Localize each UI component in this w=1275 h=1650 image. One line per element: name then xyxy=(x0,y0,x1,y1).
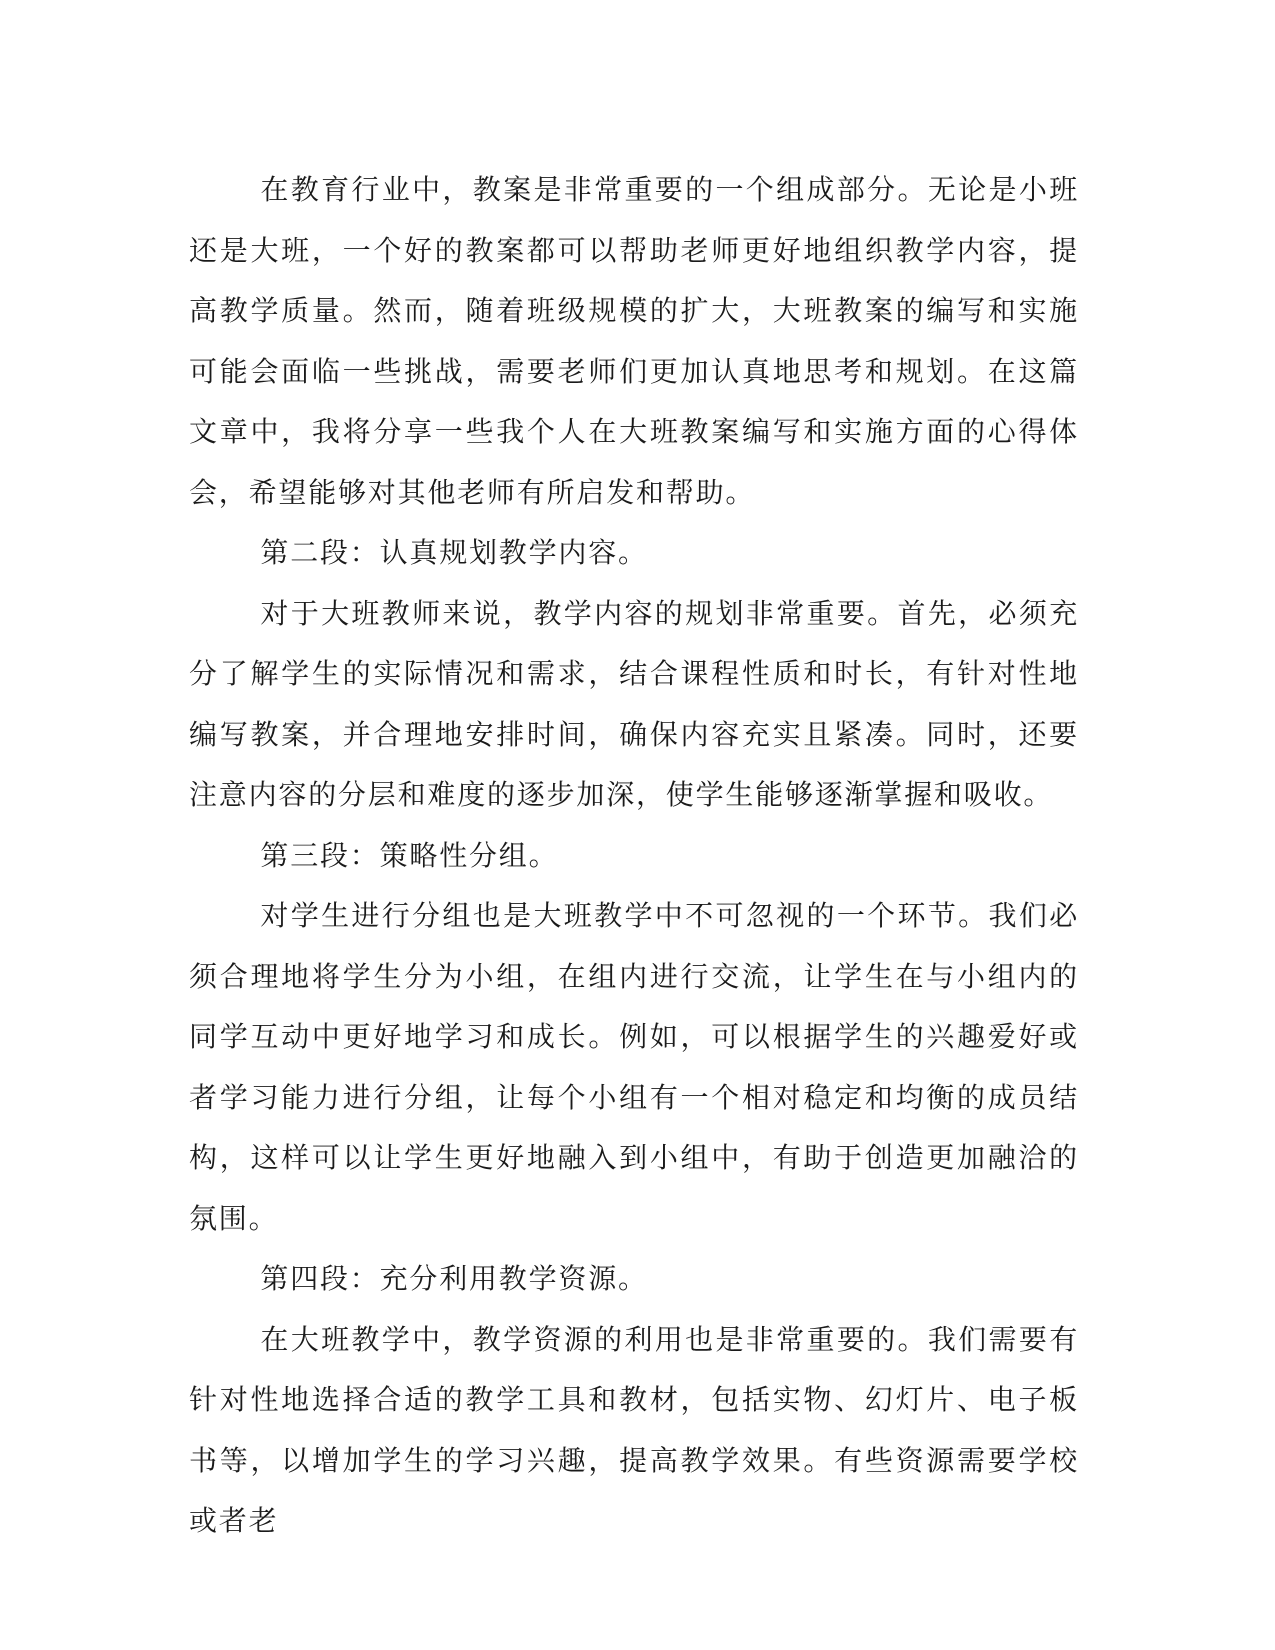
section-heading-4: 第四段：充分利用教学资源。 xyxy=(260,1262,648,1295)
section-paragraph-2: 对于大班教师来说，教学内容的规划非常重要。首先，必须充分了解学生的实际情况和需求，结合课程性质和时长，有针对性地编写教案，并合理地安排时间，确保内容充实且紧凑。同时，还要注意内容的分层和难度的逐步加深，使学生能够逐渐掌握和吸收。 xyxy=(189,596,1079,811)
intro-paragraph: 在教育行业中，教案是非常重要的一个组成部分。无论是小班还是大班，一个好的教案都可以帮助老师更好地组织教学内容，提高教学质量。然而，随着班级规模的扩大，大班教案的编写和实施可能会面临一些挑战，需要老师们更加认真地思考和规划。在这篇文章中，我将分享一些我个人在大班教案编写和实施方面的心得体会，希望能够对其他老师有所启发和帮助。 xyxy=(189,173,1079,509)
section-heading-3: 第三段：策略性分组。 xyxy=(260,838,559,872)
section-heading-2: 第二段：认真规划教学内容。 xyxy=(260,536,648,569)
document-body xyxy=(189,160,1079,1552)
section-paragraph-3: 对学生进行分组也是大班教学中不可忽视的一个环节。我们必须合理地将学生分为小组，在组内进行交流，让学生在与小组内的同学互动中更好地学习和成长。例如，可以根据学生的兴趣爱好或者学习能力进行分组，让每个小组有一个相对稳定和均衡的成员结构，这样可以让学生更好地融入到小组中，有助于创造更加融洽的氛围。 xyxy=(189,899,1079,1235)
section-paragraph-4: 在大班教学中，教学资源的利用也是非常重要的。我们需要有针对性地选择合适的教学工具和教材，包括实物、幻灯片、电子板书等，以增加学生的学习兴趣，提高教学效果。有些资源需要学校或者老 xyxy=(189,1322,1079,1537)
